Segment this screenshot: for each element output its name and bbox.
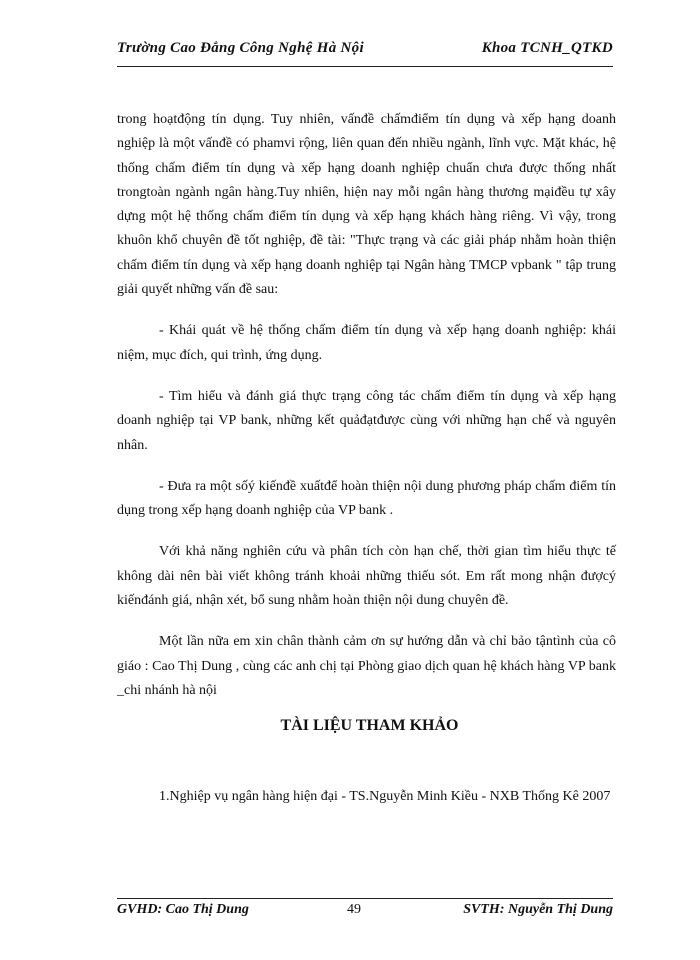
document-body: [117, 108, 616, 810]
page-header: [117, 40, 613, 62]
bullet-proposals: - Đưa ra một sốý kiếnđề xuấtđể hoàn thiện nội dung phương pháp chấm điểm tín dụng trong xếp hạng doanh nghiệp của VP bank .: [117, 478, 616, 519]
header-divider: [117, 66, 613, 67]
bullet-assessment: - Tìm hiểu và đánh giá thực trạng công tác chấm điểm tín dụng và xếp hạng doanh nghiệp tại VP bank, những kết quảđạtđược cùng với những hạn chế và nguyên nhân.: [117, 388, 616, 453]
bullet-overview: - Khái quát về hệ thống chấm điểm tín dụng và xếp hạng doanh nghiệp: khái niệm, mục đích, qui trình, ứng dụng.: [117, 323, 616, 363]
paragraph-limitations: Với khả năng nghiên cứu và phân tích còn hạn chế, thời gian tìm hiểu thực tế không dài nên bài viết không tránh khoải những thiếu sót. Em rất mong nhận đượcý kiếnđánh giá, nhận xét, bổ sung nhằm hoàn thiện nội dung chuyên đề.: [117, 544, 616, 609]
footer-supervisor: GVHD: Cao Thị Dung: [117, 902, 249, 917]
spacer: [117, 458, 616, 475]
references-title: TÀI LIỆU THAM KHẢO: [280, 717, 459, 735]
spacer: [117, 368, 616, 385]
spacer: [117, 523, 616, 540]
spacer: [117, 613, 616, 630]
page-number: 49: [347, 902, 361, 917]
paragraph-intro: trong hoạtđộng tín dụng. Tuy nhiên, vấnđề chấmđiểm tín dụng và xếp hạng doanh nghiệp là một vấnđề có phamvi rộng, liên quan đến nhiều ngành, lĩnh vực. Mặt khác, hệ thống chấm điểm tín dụng và xếp hạng doanh nghiệp chuẩn chưa được thống nhất trongtoàn ngành ngân hàng.Tuy nhiên, hiện nay mỗi ngân hàng thương mạiđều tự xây dựng một hệ thống chấm điểm tín dụng và xếp hạng khách hàng riêng. Vì vậy, trong khuôn khổ chuyên đề tốt nghiệp, đề tài: "Thực trạng và các giải pháp nhằm hoàn thiện chấm điểm tín dụng và xếp hạng doanh nghiệp tại Ngân hàng TMCP vpbank " tập trung giải quyết những vấn đề sau:: [117, 112, 616, 298]
header-school-name: Trường Cao Đẳng Công Nghệ Hà Nội: [117, 40, 364, 56]
page-footer: [117, 902, 613, 924]
spacer: [117, 302, 616, 319]
footer-divider: [117, 898, 613, 899]
footer-student: SVTH: Nguyễn Thị Dung: [463, 902, 613, 917]
reference-item: 1.Nghiệp vụ ngân hàng hiện đại - TS.Nguyễn Minh Kiều - NXB Thống Kê 2007: [159, 789, 611, 805]
header-faculty: Khoa TCNH_QTKD: [481, 40, 613, 56]
paragraph-thanks: Một lần nữa em xin chân thành cảm ơn sự hướng dẫn và chỉ bảo tậntình của cô giáo : Cao Thị Dung , cùng các anh chị tại Phòng giao dịch quan hệ khách hàng VP bank _chi nhánh hà nội: [117, 634, 616, 698]
